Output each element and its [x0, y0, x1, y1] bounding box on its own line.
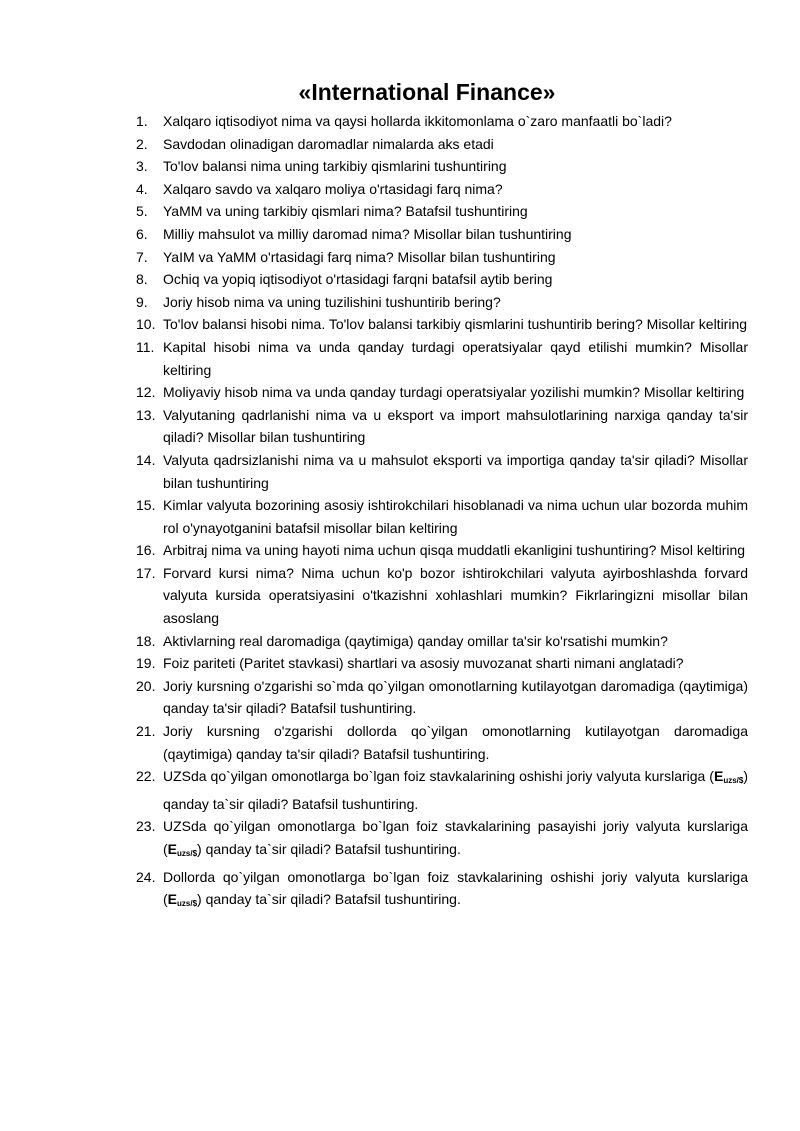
- question-number: 6.: [136, 225, 148, 242]
- question-text: [163, 815, 748, 865]
- question-text: Xalqaro iqtisodiyot nima va qaysi hollarda ikkitomonlama o`zaro manfaatli bo`ladi?: [163, 113, 672, 129]
- question-number: 1.: [136, 113, 148, 129]
- exchange-rate-subscript: uzs/$: [177, 899, 198, 909]
- question-text-after: ) qanday ta`sir qiladi? Batafsil tushuntiring.: [197, 891, 461, 908]
- question-item: [136, 720, 748, 765]
- question-text: YaMM va uning tarkibiy qismlari nima? Batafsil tushuntiring: [163, 203, 528, 220]
- question-text: Joriy kursning o'zgarishi dollorda qo`yilgan omonotlarning kutilayotgan daromadiga (qaytimiga) qanday ta'sir qiladi? Batafsil tushuntiring.: [163, 723, 748, 762]
- question-number: 20.: [136, 677, 156, 694]
- question-number: 3.: [136, 158, 148, 175]
- question-item: [136, 110, 748, 133]
- question-text: [163, 765, 748, 815]
- question-text-before: UZSda qo`yilgan omonotlarga bo`lgan foiz stavkalarining pasayishi joriy valyuta kurslariga (: [163, 818, 748, 857]
- question-item: [136, 291, 748, 314]
- question-number: 17.: [136, 564, 156, 581]
- question-item: [136, 815, 748, 865]
- question-number: 7.: [136, 248, 148, 265]
- question-text: Joriy hisob nima va uning tuzilishini tushuntirib bering?: [163, 293, 501, 310]
- question-number: 12.: [136, 384, 156, 401]
- question-item: [136, 268, 748, 291]
- question-text: Valyutaning qadrlanishi nima va u eksport va import mahsulotlarining narxiga qanday ta'sir qiladi? Misollar bilan tushuntiring: [163, 406, 748, 446]
- question-text: Aktivlarning real daromadiga (qaytimiga) qanday omillar ta'sir ko'rsatishi mumkin?: [163, 632, 668, 649]
- question-text-after: ) qanday ta`sir qiladi? Batafsil tushuntiring.: [197, 841, 461, 857]
- question-number: 14.: [136, 451, 156, 468]
- exchange-rate-symbol: E: [713, 768, 724, 785]
- question-text: Xalqaro savdo va xalqaro moliya o'rtasidagi farq nima?: [163, 180, 503, 197]
- question-text: YaIM va YaMM o'rtasidagi farq nima? Misollar bilan tushuntiring: [163, 248, 556, 265]
- question-item: [136, 449, 748, 494]
- question-list: [136, 110, 748, 916]
- question-item: [136, 765, 748, 815]
- question-text: Forvard kursi nima? Nima uchun ko'p bozor ishtirokchilari valyuta ayirboshlashda forvard valyuta kursida operatsiyasini o'tkazishni xohlashlari mumkin? Fikrlaringizni misollar bilan asoslang: [163, 564, 748, 627]
- exchange-rate-subscript: uzs/$: [723, 776, 744, 786]
- question-item: [136, 630, 748, 653]
- question-text: Foiz pariteti (Paritet stavkasi) shartlari va asosiy muvozanat sharti nimani anglatadi?: [163, 655, 684, 672]
- question-item: [136, 562, 748, 630]
- question-text-before: UZSda qo`yilgan omonotlarga bo`lgan foiz stavkalarining oshishi joriy valyuta kurslariga (: [163, 768, 714, 785]
- exchange-rate-symbol: E: [167, 891, 178, 908]
- question-number: 5.: [136, 203, 148, 220]
- question-text: Kimlar valyuta bozorining asosiy ishtirokchilari hisoblanadi va nima uchun ular bozorda muhim rol o'ynayotganini batafsil misollar bilan keltiring: [163, 497, 748, 536]
- question-text: To'lov balansi hisobi nima. To'lov balansi tarkibiy qismlarini tushuntirib bering? Misollar keltiring: [163, 316, 748, 333]
- question-item: [136, 246, 748, 269]
- question-text: Kapital hisobi nima va unda qanday turdagi operatsiyalar qayd etilishi mumkin? Misollar keltiring: [163, 338, 748, 378]
- question-item: [136, 178, 748, 201]
- question-item: [136, 404, 748, 449]
- question-item: [136, 381, 748, 404]
- question-number: 8.: [136, 271, 148, 288]
- question-item: [136, 675, 748, 720]
- exchange-rate-symbol: E: [167, 841, 178, 857]
- question-item: [136, 200, 748, 223]
- question-number: 24.: [136, 868, 156, 885]
- question-number: 11.: [136, 338, 155, 355]
- question-number: 21.: [136, 723, 156, 740]
- question-number: 15.: [136, 497, 156, 514]
- question-number: 9.: [136, 293, 148, 310]
- question-item: [136, 336, 748, 381]
- exchange-rate-subscript: uzs/$: [177, 849, 198, 858]
- question-number: 18.: [136, 632, 156, 649]
- question-item: [136, 652, 748, 675]
- question-text: [163, 866, 748, 916]
- question-number: 22.: [136, 768, 156, 785]
- question-text: Moliyaviy hisob nima va unda qanday turdagi operatsiyalar yozilishi mumkin? Misollar keltiring: [163, 384, 745, 401]
- question-item: [136, 313, 748, 336]
- question-number: 13.: [136, 406, 156, 423]
- question-text: Valyuta qadrsizlanishi nima va u mahsulot eksporti va importiga qanday ta'sir qiladi? Misollar bilan tushuntiring: [163, 451, 748, 491]
- document-title: «International Finance»: [298, 79, 556, 105]
- question-number: 19.: [136, 655, 156, 672]
- question-text: Savdodan olinadigan daromadlar nimalarda aks etadi: [163, 135, 494, 152]
- question-text: Joriy kursning o'zgarishi so`mda qo`yilgan omonotlarning kutilayotgan daromadiga (qaytimiga) qanday ta'sir qiladi? Batafsil tushuntiring.: [163, 677, 748, 717]
- question-text: Ochiq va yopiq iqtisodiyot o'rtasidagi farqni batafsil aytib bering: [163, 271, 553, 288]
- question-item: [136, 494, 748, 539]
- question-number: 4.: [136, 180, 148, 197]
- question-number: 10.: [136, 316, 156, 333]
- question-text: Arbitraj nima va uning hayoti nima uchun qisqa muddatli ekanligini tushuntiring? Misol keltiring: [163, 542, 746, 559]
- question-text: Milliy mahsulot va milliy daromad nima? Misollar bilan tushuntiring: [163, 225, 572, 242]
- question-item: [136, 539, 748, 562]
- question-item: [136, 866, 748, 916]
- question-item: [136, 155, 748, 178]
- question-item: [136, 223, 748, 246]
- question-item: [136, 133, 748, 156]
- question-number: 2.: [136, 135, 148, 152]
- question-text: To'lov balansi nima uning tarkibiy qismlarini tushuntiring: [163, 158, 507, 175]
- question-text-after: ) qanday ta`sir qiladi? Batafsil tushuntiring.: [163, 768, 748, 812]
- question-text-before: Dollorda qo`yilgan omonotlarga bo`lgan foiz stavkalarining oshishi joriy valyuta kurslariga (: [163, 868, 748, 908]
- question-number: 23.: [136, 818, 156, 835]
- question-number: 16.: [136, 542, 156, 559]
